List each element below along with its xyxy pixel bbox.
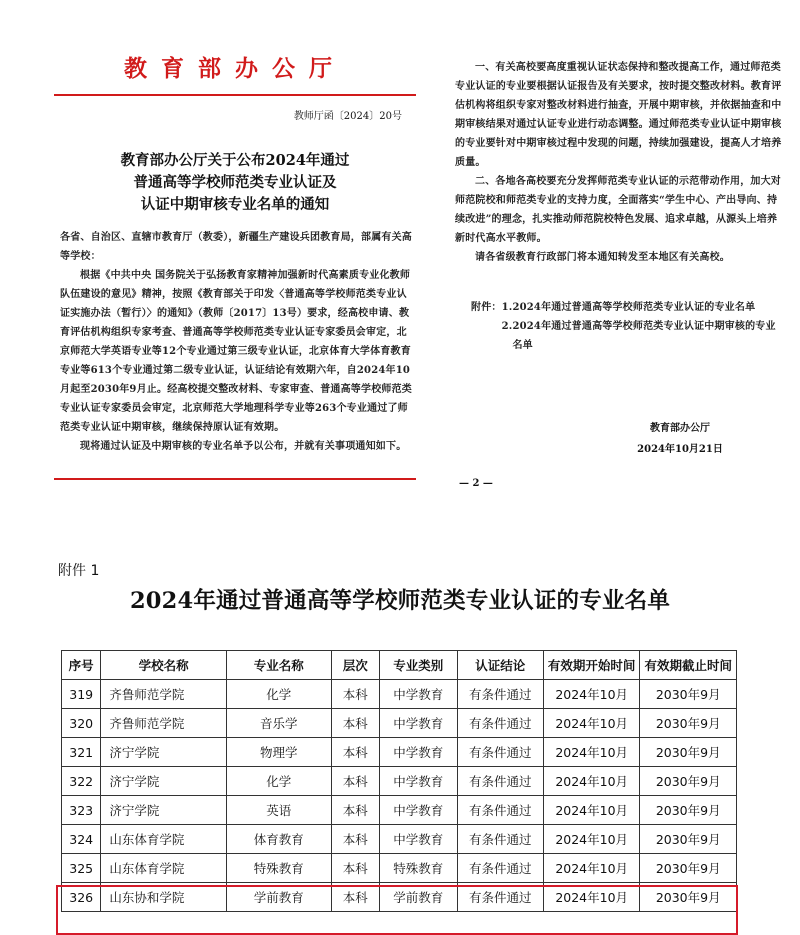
table-body xyxy=(62,680,737,912)
cell-index: 322 xyxy=(62,767,101,796)
cell-conclusion: 有条件通过 xyxy=(457,680,543,709)
footer-divider xyxy=(54,478,416,480)
cell-category: 学前教育 xyxy=(379,883,457,912)
column-header: 层次 xyxy=(331,651,379,680)
column-header: 有效期截止时间 xyxy=(640,651,737,680)
cell-conclusion: 有条件通过 xyxy=(457,883,543,912)
cell-major: 英语 xyxy=(226,796,331,825)
notice-title-line: 普通高等学校师范类专业认证及 xyxy=(133,174,337,191)
cell-index: 325 xyxy=(62,854,101,883)
cell-end: 2030年9月 xyxy=(640,825,737,854)
cell-major: 化学 xyxy=(226,767,331,796)
letter-page-1 xyxy=(50,30,420,490)
notice-title xyxy=(50,150,420,216)
cell-conclusion: 有条件通过 xyxy=(457,825,543,854)
cell-major: 物理学 xyxy=(226,738,331,767)
cell-conclusion: 有条件通过 xyxy=(457,738,543,767)
signature-date: 2024年10月21日 xyxy=(637,444,723,455)
column-header: 认证结论 xyxy=(457,651,543,680)
salutation: 各省、自治区、直辖市教育厅（教委），新疆生产建设兵团教育局，部属有关高等学校： xyxy=(60,232,412,262)
cell-end: 2030年9月 xyxy=(640,767,737,796)
cell-end: 2030年9月 xyxy=(640,854,737,883)
cell-conclusion: 有条件通过 xyxy=(457,767,543,796)
attachment-item xyxy=(502,317,781,355)
cell-major: 学前教育 xyxy=(226,883,331,912)
cell-conclusion: 有条件通过 xyxy=(457,796,543,825)
cell-category: 中学教育 xyxy=(379,709,457,738)
column-header: 有效期开始时间 xyxy=(543,651,640,680)
cell-start: 2024年10月 xyxy=(543,883,640,912)
cell-level: 本科 xyxy=(331,709,379,738)
cell-start: 2024年10月 xyxy=(543,825,640,854)
cell-category: 中学教育 xyxy=(379,738,457,767)
cell-index: 324 xyxy=(62,825,101,854)
table-row xyxy=(62,767,737,796)
cell-school: 山东协和学院 xyxy=(101,883,227,912)
cell-school: 山东体育学院 xyxy=(101,854,227,883)
cell-index: 326 xyxy=(62,883,101,912)
body-paragraph: 根据《中共中央 国务院关于弘扬教育家精神加强新时代高素质专业化教师队伍建设的意见》精神，按照《教育部关于印发〈普通高等学校师范类专业认证实施办法（暂行）〉的通知》（教师〔2017〕13号）要求，经高校申请、教育评估机构组织专家考查、普通高等学校师范类专业认证专家委员会审定，北京师范大学英语专业等12个专业通过第三级专业认证，北京体育大学体育教育专业等613个专业通过第二级专业认证，认证结论有效期六年，自2024年10月起至2030年9月止。经高校提交整改材料、专家审查、普通高等学校师范类专业认证专家委员会审定，北京师范大学地理科学专业等263个专业通过了师范类专业认证中期审核，继续保持原认证有效期。 xyxy=(60,270,412,433)
cell-major: 化学 xyxy=(226,680,331,709)
column-header: 专业名称 xyxy=(226,651,331,680)
cell-start: 2024年10月 xyxy=(543,680,640,709)
column-header: 学校名称 xyxy=(101,651,227,680)
cell-start: 2024年10月 xyxy=(543,854,640,883)
cell-category: 中学教育 xyxy=(379,767,457,796)
cell-conclusion: 有条件通过 xyxy=(457,709,543,738)
column-header: 序号 xyxy=(62,651,101,680)
signature-block xyxy=(625,418,735,460)
cell-major: 特殊教育 xyxy=(226,854,331,883)
notice-title-line: 教育部办公厅关于公布2024年通过 xyxy=(120,152,350,169)
table-row xyxy=(62,796,737,825)
cell-index: 323 xyxy=(62,796,101,825)
cell-end: 2030年9月 xyxy=(640,709,737,738)
attachment-number: 2. xyxy=(501,321,513,332)
attachment-text: 2024年通过普通高等学校师范类专业认证中期审核的专业名单 xyxy=(512,321,776,351)
cell-end: 2030年9月 xyxy=(640,883,737,912)
cell-school: 济宁学院 xyxy=(101,738,227,767)
cell-major: 音乐学 xyxy=(226,709,331,738)
attachment-label: 附件 1 xyxy=(58,563,100,579)
attachment-text: 2024年通过普通高等学校师范类专业认证的专业名单 xyxy=(512,302,756,313)
letterhead-divider xyxy=(54,94,416,96)
cell-end: 2030年9月 xyxy=(640,796,737,825)
cell-start: 2024年10月 xyxy=(543,709,640,738)
body-paragraph: 请各省级教育行政部门将本通知转发至本地区有关高校。 xyxy=(475,252,730,263)
cell-school: 济宁学院 xyxy=(101,767,227,796)
cell-category: 中学教育 xyxy=(379,796,457,825)
letter-body-continued xyxy=(455,58,785,267)
table-row xyxy=(62,738,737,767)
cell-level: 本科 xyxy=(331,883,379,912)
table-row xyxy=(62,709,737,738)
body-paragraph: 一、有关高校要高度重视认证状态保持和整改提高工作，通过师范类专业认证的专业要根据认证报告及有关要求，按时提交整改材料。教育评估机构将组织专家对整改材料进行抽查，开展中期审核，并依据抽查和中期审核结果对通过认证专业进行动态调整。通过师范类专业认证中期审核的专业要针对中期审核过程中发现的问题，持续加强建设，提高人才培养质量。 xyxy=(455,62,782,168)
table-row xyxy=(62,854,737,883)
document-number: 教师厅函〔2024〕20号 xyxy=(293,111,402,122)
cell-level: 本科 xyxy=(331,854,379,883)
cell-conclusion: 有条件通过 xyxy=(457,854,543,883)
cell-level: 本科 xyxy=(331,796,379,825)
cell-index: 320 xyxy=(62,709,101,738)
letter-page-2 xyxy=(455,58,785,498)
cell-level: 本科 xyxy=(331,680,379,709)
cell-start: 2024年10月 xyxy=(543,796,640,825)
cell-school: 山东体育学院 xyxy=(101,825,227,854)
cell-category: 中学教育 xyxy=(379,680,457,709)
body-paragraph: 现将通过认证及中期审核的专业名单予以公布，并就有关事项通知如下。 xyxy=(80,441,407,452)
column-header: 专业类别 xyxy=(379,651,457,680)
cell-major: 体育教育 xyxy=(226,825,331,854)
majors-table xyxy=(61,650,737,912)
notice-title-line: 认证中期审核专业名单的通知 xyxy=(140,196,330,213)
list-title: 2024年通过普通高等学校师范类专业认证的专业名单 xyxy=(129,588,671,614)
highlighted-row-box xyxy=(56,885,738,935)
cell-start: 2024年10月 xyxy=(543,767,640,796)
cell-school: 济宁学院 xyxy=(101,796,227,825)
page-number: — 2 — xyxy=(459,478,493,489)
cell-start: 2024年10月 xyxy=(543,738,640,767)
cell-index: 319 xyxy=(62,680,101,709)
table-header-row xyxy=(62,651,737,680)
body-paragraph: 二、各地各高校要充分发挥师范类专业认证的示范带动作用，加大对师范院校和师范类专业的支持力度，全面落实“学生中心、产出导向、持续改进”的理念，扎实推动师范院校特色发展、追求卓越，从源头上培养新时代高水平教师。 xyxy=(455,176,781,244)
attachment-item xyxy=(502,298,781,317)
cell-level: 本科 xyxy=(331,825,379,854)
cell-school: 齐鲁师范学院 xyxy=(101,709,227,738)
table-row xyxy=(62,825,737,854)
signature-org: 教育部办公厅 xyxy=(650,423,710,434)
cell-index: 321 xyxy=(62,738,101,767)
cell-end: 2030年9月 xyxy=(640,738,737,767)
table-row xyxy=(62,680,737,709)
cell-school: 齐鲁师范学院 xyxy=(101,680,227,709)
cell-level: 本科 xyxy=(331,767,379,796)
cell-end: 2030年9月 xyxy=(640,680,737,709)
cell-category: 特殊教育 xyxy=(379,854,457,883)
attachment-number: 1. xyxy=(501,302,513,313)
letterhead-title: 教育部办公厅 xyxy=(124,55,346,82)
letter-body xyxy=(60,228,412,456)
attachments-label: 附件： xyxy=(471,302,502,313)
cell-category: 中学教育 xyxy=(379,825,457,854)
attachments-list xyxy=(471,298,781,355)
cell-level: 本科 xyxy=(331,738,379,767)
